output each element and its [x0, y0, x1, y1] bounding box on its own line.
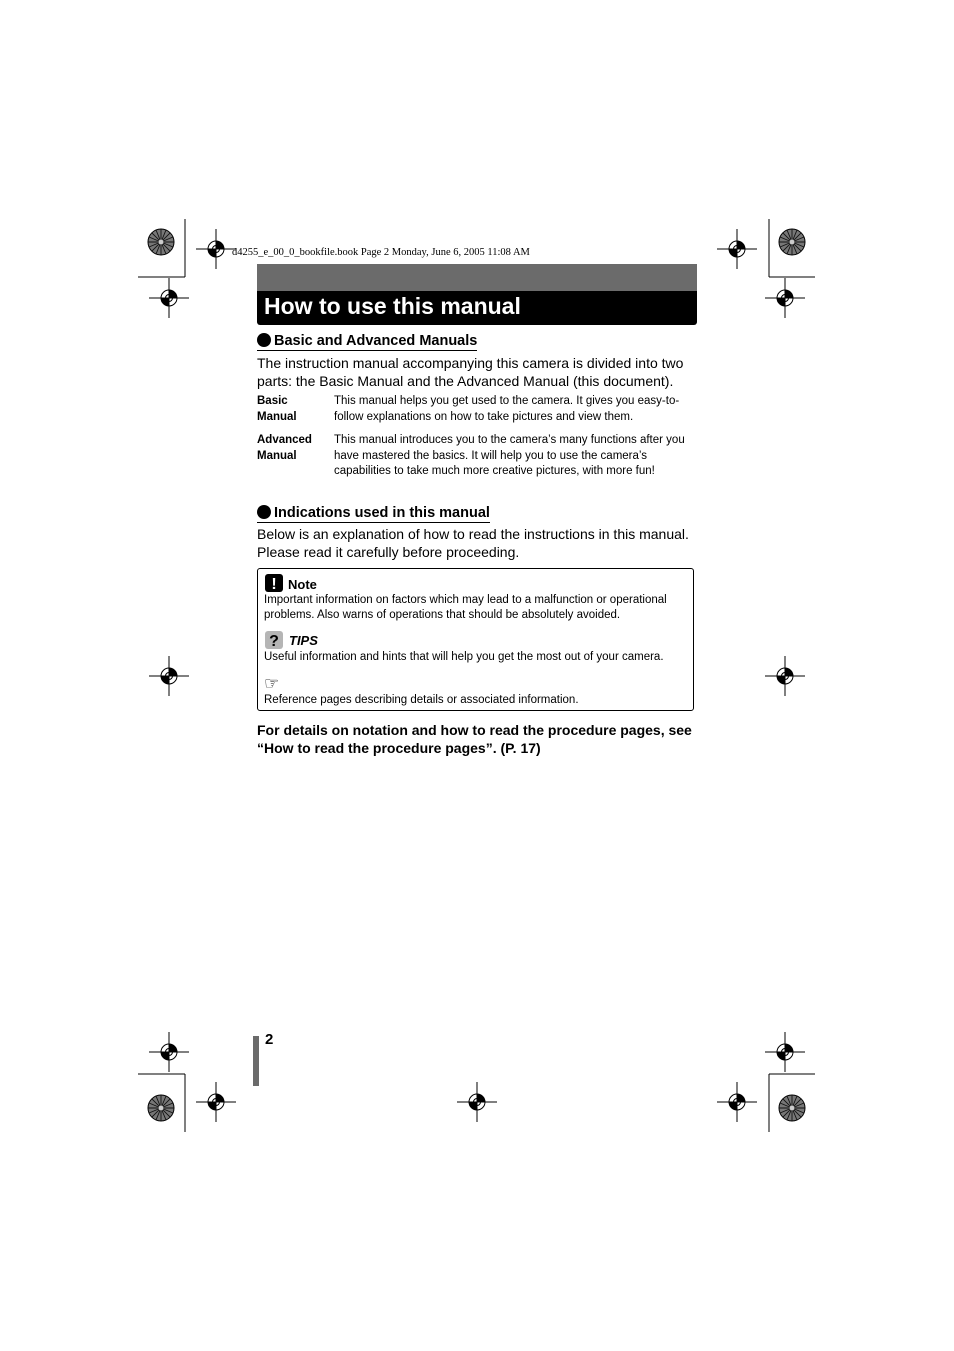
registration-mark: [765, 1032, 805, 1072]
registration-mark: [765, 656, 805, 696]
question-icon: [265, 631, 283, 649]
definition-term-basic: [257, 394, 327, 425]
definition-term-line: Manual: [257, 410, 297, 423]
tips-label: TIPS: [289, 633, 318, 648]
starburst-mark: [148, 1095, 174, 1121]
section-heading-indications: [257, 505, 490, 523]
indications-box: [257, 568, 694, 711]
bullet-icon: [257, 505, 271, 519]
pointing-hand-icon: ☞: [264, 674, 280, 693]
bullet-icon: [257, 333, 271, 347]
section-heading-text: Indications used in this manual: [274, 505, 490, 521]
details-notation-text: For details on notation and how to read the procedure pages, see “How to read the procedure pages”. (P. 17): [257, 722, 692, 756]
registration-mark: [717, 1082, 757, 1122]
title-band-accent: [257, 264, 697, 291]
registration-mark: [196, 1082, 236, 1122]
registration-mark: [457, 1082, 497, 1122]
icon-glyph: ?: [269, 633, 279, 649]
definition-desc-basic: This manual helps you get used to the camera. It gives you easy-to-follow explanations on how to take pictures and view them.: [334, 395, 680, 423]
starburst-mark: [148, 229, 174, 255]
printer-header: d4255_e_00_0_bookfile.book Page 2 Monday, June 6, 2005 11:08 AM: [232, 247, 530, 258]
section-heading-basic-advanced: [257, 333, 477, 351]
section2-intro: Below is an explanation of how to read the instructions in this manual. Please read it carefully before proceeding.: [257, 526, 689, 560]
registration-mark: [149, 656, 189, 696]
definition-term-line: Advanced: [257, 434, 312, 446]
page-number-bar: [253, 1036, 259, 1086]
definition-term-advanced: [257, 433, 327, 464]
definition-desc-advanced: This manual introduces you to the camera’s many functions after you have mastered the basics. It will help you to use the camera’s capabilities to take much more creative pictures, with more fun!: [334, 434, 685, 477]
definition-term-line: Basic: [257, 395, 288, 407]
registration-mark: [196, 229, 236, 269]
registration-mark: [765, 278, 805, 318]
note-text: Important information on factors which may lead to a malfunction or operational problems. Also warns of operations that should be absolutely avoided.: [264, 594, 667, 621]
tips-text: Useful information and hints that will help you get the most out of your camera.: [264, 651, 664, 663]
registration-mark: [717, 229, 757, 269]
definition-term-line: Manual: [257, 449, 297, 462]
section-heading-text: Basic and Advanced Manuals: [274, 333, 478, 349]
registration-mark: [149, 1032, 189, 1072]
starburst-mark: [779, 229, 805, 255]
reference-text: Reference pages describing details or associated information.: [264, 694, 579, 706]
starburst-mark: [779, 1095, 805, 1121]
page-title: How to use this manual: [264, 293, 521, 319]
registration-mark: [149, 278, 189, 318]
note-label: Note: [288, 577, 317, 592]
icon-glyph: !: [271, 576, 277, 592]
exclamation-icon: [265, 574, 283, 592]
section1-intro: The instruction manual accompanying this camera is divided into two parts: the Basic Manual and the Advanced Manual (this document).: [257, 355, 684, 389]
page-number: 2: [265, 1031, 274, 1048]
